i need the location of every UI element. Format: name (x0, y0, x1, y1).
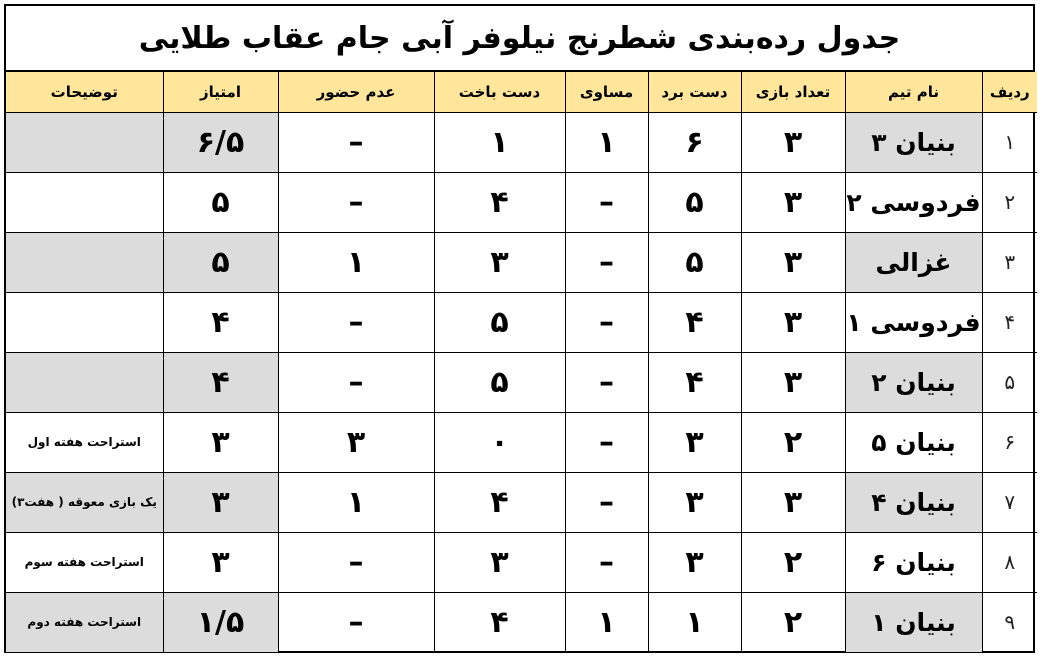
wins-cell: ۱ (648, 592, 741, 652)
team-name-cell: فردوسی ۲ (845, 172, 982, 232)
row-number-cell: ۶ (982, 412, 1037, 472)
games-cell: ۳ (741, 472, 845, 532)
losses-cell: ۱ (434, 112, 565, 172)
draws-cell: – (565, 172, 648, 232)
notes-cell: استراحت هفته اول (6, 412, 163, 472)
table-row (6, 232, 1037, 292)
table-row (6, 292, 1037, 352)
points-cell: ۳ (163, 472, 278, 532)
notes-cell: یک بازی معوقه ( هفت۳) (6, 472, 163, 532)
points-cell: ۵ (163, 232, 278, 292)
header-draws: مساوی (565, 72, 648, 112)
notes-cell (6, 352, 163, 412)
table-row (6, 172, 1037, 232)
header-notes: توضیحات (6, 72, 163, 112)
losses-cell: ۴ (434, 172, 565, 232)
wins-cell: ۳ (648, 472, 741, 532)
notes-cell (6, 112, 163, 172)
absent-cell: – (278, 592, 434, 652)
header-row (6, 72, 1037, 112)
absent-cell: – (278, 112, 434, 172)
header-wins: دست برد (648, 72, 741, 112)
row-number-cell: ۹ (982, 592, 1037, 652)
row-number-cell: ۸ (982, 532, 1037, 592)
team-name-cell: بنیان ۵ (845, 412, 982, 472)
wins-cell: ۴ (648, 352, 741, 412)
team-name-cell: بنیان ۶ (845, 532, 982, 592)
table-row (6, 412, 1037, 472)
wins-cell: ۴ (648, 292, 741, 352)
losses-cell: ۳ (434, 232, 565, 292)
absent-cell: – (278, 352, 434, 412)
draws-cell: – (565, 292, 648, 352)
table-row (6, 352, 1037, 412)
absent-cell: ۳ (278, 412, 434, 472)
team-name-cell: بنیان ۱ (845, 592, 982, 652)
points-cell: ۴ (163, 352, 278, 412)
games-cell: ۳ (741, 292, 845, 352)
losses-cell: ۴ (434, 592, 565, 652)
absent-cell: ۱ (278, 472, 434, 532)
points-cell: ۱/۵ (163, 592, 278, 652)
row-number-cell: ۵ (982, 352, 1037, 412)
games-cell: ۳ (741, 352, 845, 412)
team-name-cell: غزالی (845, 232, 982, 292)
losses-cell: ۳ (434, 532, 565, 592)
row-number-cell: ۳ (982, 232, 1037, 292)
games-cell: ۲ (741, 532, 845, 592)
team-name-cell: بنیان ۳ (845, 112, 982, 172)
wins-cell: ۶ (648, 112, 741, 172)
row-number-cell: ۲ (982, 172, 1037, 232)
points-cell: ۶/۵ (163, 112, 278, 172)
row-number-cell: ۱ (982, 112, 1037, 172)
games-cell: ۲ (741, 412, 845, 472)
notes-cell (6, 232, 163, 292)
games-cell: ۳ (741, 112, 845, 172)
games-cell: ۲ (741, 592, 845, 652)
team-name-cell: فردوسی ۱ (845, 292, 982, 352)
header-absent: عدم حضور (278, 72, 434, 112)
page-title: جدول رده‌بندی شطرنج نیلوفر آبی جام عقاب طلایی (6, 6, 1033, 72)
absent-cell: ۱ (278, 232, 434, 292)
wins-cell: ۳ (648, 532, 741, 592)
header-games: تعداد بازی (741, 72, 845, 112)
losses-cell: ۵ (434, 292, 565, 352)
row-number-cell: ۴ (982, 292, 1037, 352)
wins-cell: ۵ (648, 172, 741, 232)
draws-cell: ۱ (565, 112, 648, 172)
notes-cell: استراحت هفته دوم (6, 592, 163, 652)
points-cell: ۵ (163, 172, 278, 232)
draws-cell: – (565, 532, 648, 592)
notes-cell (6, 172, 163, 232)
header-points: امتیاز (163, 72, 278, 112)
absent-cell: – (278, 532, 434, 592)
notes-cell (6, 292, 163, 352)
table-row (6, 112, 1037, 172)
losses-cell: ۴ (434, 472, 565, 532)
header-losses: دست باخت (434, 72, 565, 112)
wins-cell: ۳ (648, 412, 741, 472)
points-cell: ۳ (163, 412, 278, 472)
losses-cell: ۰ (434, 412, 565, 472)
header-row-number: ردیف (982, 72, 1037, 112)
notes-cell: استراحت هفته سوم (6, 532, 163, 592)
team-name-cell: بنیان ۴ (845, 472, 982, 532)
row-number-cell: ۷ (982, 472, 1037, 532)
team-name-cell: بنیان ۲ (845, 352, 982, 412)
absent-cell: – (278, 172, 434, 232)
standings-table (6, 72, 1037, 652)
losses-cell: ۵ (434, 352, 565, 412)
draws-cell: – (565, 472, 648, 532)
points-cell: ۳ (163, 532, 278, 592)
header-team: نام تیم (845, 72, 982, 112)
standings-sheet (4, 4, 1035, 653)
draws-cell: – (565, 232, 648, 292)
draws-cell: – (565, 412, 648, 472)
table-row (6, 532, 1037, 592)
draws-cell: ۱ (565, 592, 648, 652)
table-row (6, 592, 1037, 652)
points-cell: ۴ (163, 292, 278, 352)
absent-cell: – (278, 292, 434, 352)
draws-cell: – (565, 352, 648, 412)
games-cell: ۳ (741, 232, 845, 292)
games-cell: ۳ (741, 172, 845, 232)
wins-cell: ۵ (648, 232, 741, 292)
table-row (6, 472, 1037, 532)
